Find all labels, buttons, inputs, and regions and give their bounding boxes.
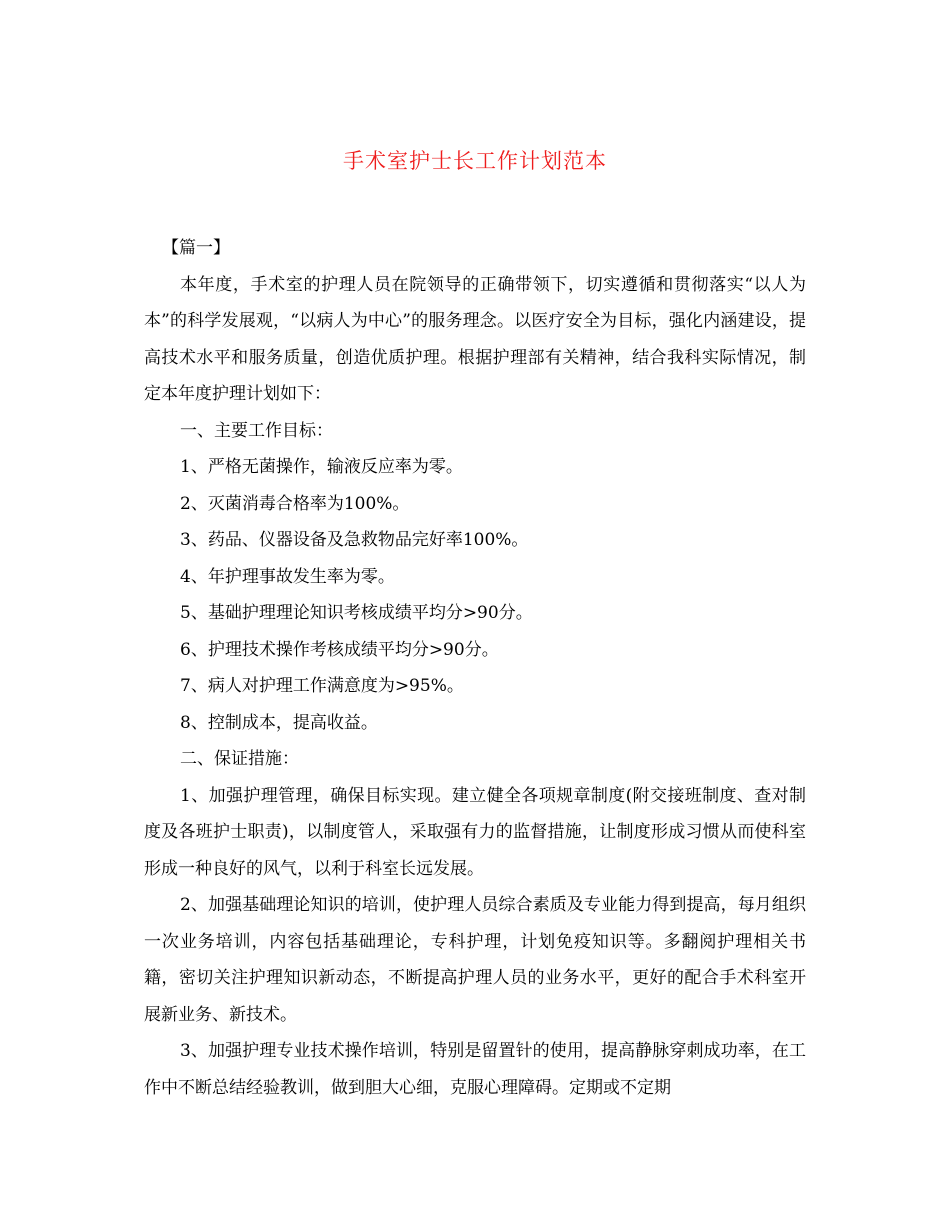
- goal-item: 8、控制成本，提高收益。: [180, 712, 378, 733]
- goal-item: 6、护理技术操作考核成绩平均分>90分。: [180, 639, 499, 660]
- measure-paragraph: 2、加强基础理论知识的培训，使护理人员综合素质及专业能力得到提高，每月组织一次业务培训，内容包括基础理论，专科护理，计划免疫知识等。多翻阅护理相关书籍，密切关注护理知识新动态，不断提高护理人员的业务水平，更好的配合手术科室开展新业务、新技术。: [144, 895, 806, 1025]
- goal-item: 5、基础护理理论知识考核成绩平均分>90分。: [180, 603, 533, 623]
- goal-item: 2、灭菌消毒合格率为100%。: [180, 493, 410, 514]
- document-body: [144, 230, 806, 1106]
- goal-item: 1、严格无菌操作，输液反应率为零。: [180, 457, 463, 477]
- goals-heading: 一、主要工作目标：: [180, 420, 333, 441]
- measures-heading: 二、保证措施：: [180, 749, 299, 769]
- measure-paragraph: 3、加强护理专业技术操作培训，特别是留置针的使用，提高静脉穿刺成功率，在工作中不断总结经验教训，做到胆大心细，克服心理障碍。定期或不定期: [144, 1041, 806, 1098]
- section-heading: 【篇一】: [162, 238, 230, 258]
- measure-paragraph: 1、加强护理管理，确保目标实现。建立健全各项规章制度(附交接班制度、查对制度及各班护士职责)，以制度管人，采取强有力的监督措施，让制度形成习惯从而使科室形成一种良好的风气，以利于科室长远发展。: [144, 785, 806, 879]
- document-title: 手术室护士长工作计划范本: [343, 149, 607, 173]
- goal-item: 3、药品、仪器设备及急救物品完好率100%。: [180, 530, 529, 550]
- goal-item: 7、病人对护理工作满意度为>95%。: [180, 676, 464, 696]
- goal-item: 4、年护理事故发生率为零。: [180, 566, 395, 587]
- intro-paragraph: 本年度，手术室的护理人员在院领导的正确带领下，切实遵循和贯彻落实“以人为本”的科学发展观，“以病人为中心”的服务理念。以医疗安全为目标，强化内涵建设，提高技术水平和服务质量，创造优质护理。根据护理部有关精神，结合我科实际情况，制定本年度护理计划如下：: [144, 274, 806, 404]
